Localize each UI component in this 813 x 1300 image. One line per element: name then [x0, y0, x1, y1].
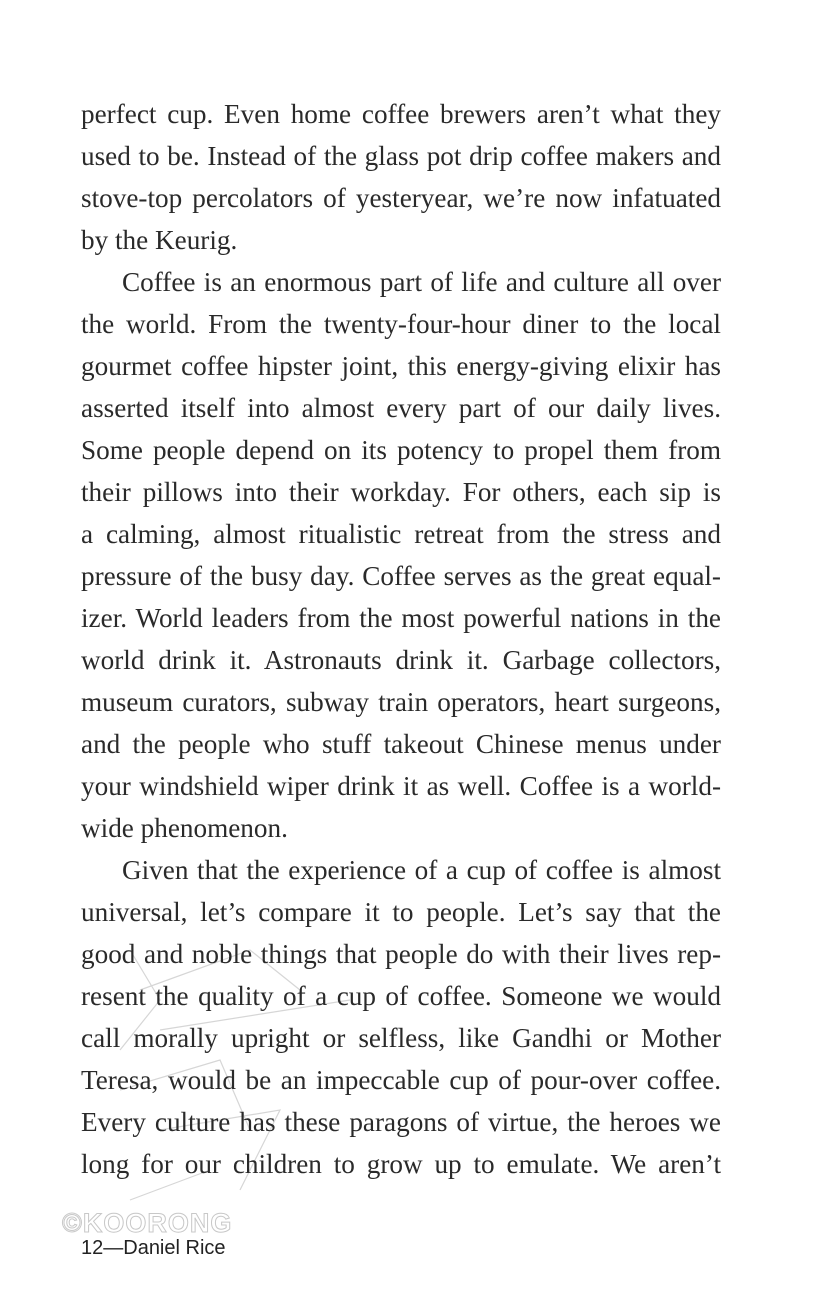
text-line: good and noble things that people do with their lives rep- [81, 939, 721, 969]
text-line: stove-top percolators of yesteryear, we’re now infatuated [81, 183, 721, 213]
text-line: call morally upright or selfless, like Gandhi or Mother [81, 1023, 721, 1053]
text-line: the world. From the twenty-four-hour diner to the local [81, 309, 721, 339]
text-line: long for our children to grow up to emulate. We aren’t [81, 1149, 721, 1179]
text-line: museum curators, subway train operators, heart surgeons, [81, 687, 721, 717]
text-line: wide phenomenon. [81, 813, 288, 843]
text-line: asserted itself into almost every part of our daily lives. [81, 393, 721, 423]
watermark: ©KOORONG [62, 1208, 233, 1238]
text-line: Some people depend on its potency to propel them from [81, 435, 721, 465]
text-line: and the people who stuff takeout Chinese menus under [81, 729, 721, 759]
text-line: used to be. Instead of the glass pot drip coffee makers and [81, 141, 721, 171]
page-footer: 12—Daniel Rice [81, 1237, 226, 1259]
text-line: their pillows into their workday. For others, each sip is [81, 477, 721, 507]
text-line: by the Keurig. [81, 225, 238, 255]
text-line: perfect cup. Even home coffee brewers aren’t what they [81, 99, 721, 129]
text-line: a calming, almost ritualistic retreat from the stress and [81, 519, 721, 549]
text-line: Every culture has these paragons of virtue, the heroes we [81, 1107, 721, 1137]
text-line: izer. World leaders from the most powerful nations in the [81, 603, 721, 633]
text-line: Teresa, would be an impeccable cup of pour-over coffee. [81, 1065, 721, 1095]
text-line: gourmet coffee hipster joint, this energy-giving elixir has [81, 351, 721, 381]
body-text [81, 93, 721, 1185]
text-line: pressure of the busy day. Coffee serves as the great equal- [81, 561, 721, 591]
text-line: Coffee is an enormous part of life and culture all over [122, 267, 721, 297]
text-line: your windshield wiper drink it as well. Coffee is a world- [81, 771, 721, 801]
text-line: resent the quality of a cup of coffee. Someone we would [81, 981, 721, 1011]
text-line: Given that the experience of a cup of coffee is almost [122, 855, 721, 885]
text-line: world drink it. Astronauts drink it. Garbage collectors, [81, 645, 721, 675]
text-line: universal, let’s compare it to people. Let’s say that the [81, 897, 721, 927]
